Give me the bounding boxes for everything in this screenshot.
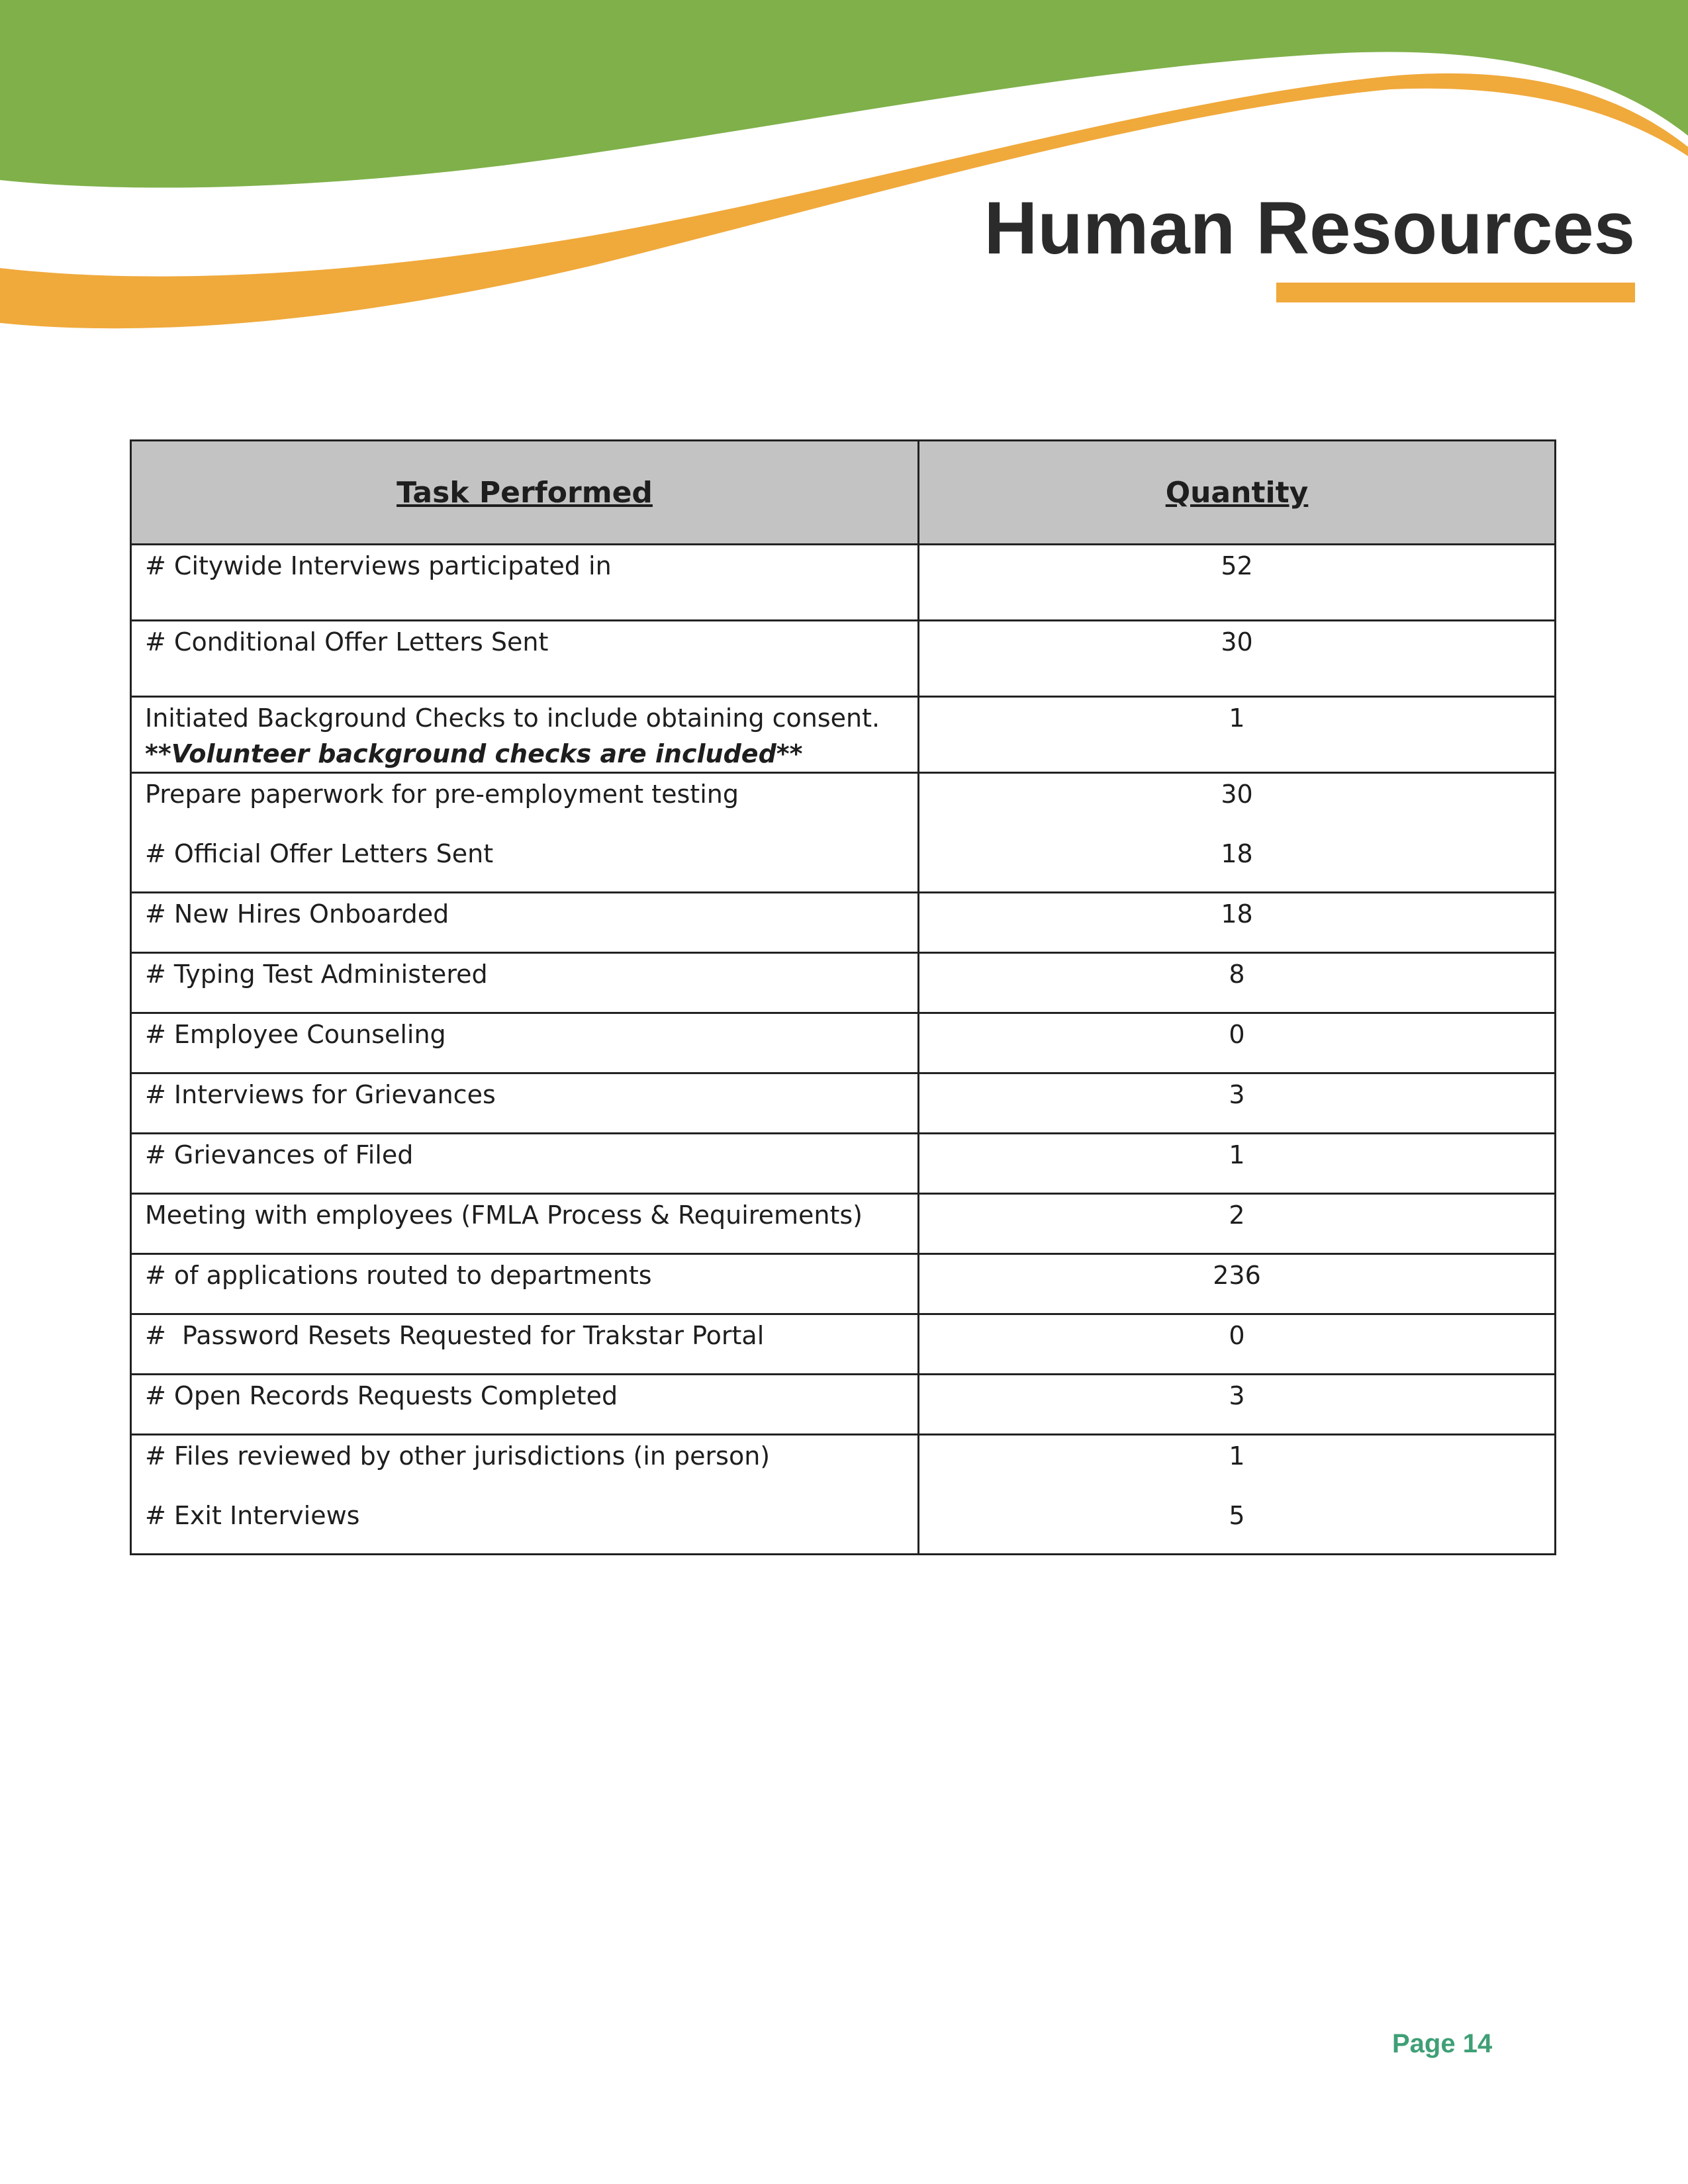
quantity-value-secondary: 18 bbox=[1221, 839, 1253, 868]
task-quantity-table bbox=[130, 439, 1556, 1555]
task-text: Initiated Background Checks to include obtaining consent. bbox=[145, 704, 880, 733]
header-swoosh-art bbox=[0, 0, 1688, 357]
quantity-cell: 8 bbox=[919, 953, 1556, 1013]
task-cell: # Password Resets Requested for Trakstar Portal bbox=[131, 1314, 919, 1375]
quantity-cell: 0 bbox=[919, 1314, 1556, 1375]
quantity-value: 1 bbox=[1229, 1441, 1245, 1471]
quantity-cell: 18 bbox=[919, 893, 1556, 953]
quantity-cell: 3 bbox=[919, 1375, 1556, 1435]
table-row bbox=[131, 1435, 1556, 1555]
table-row bbox=[131, 1314, 1556, 1375]
title-underline bbox=[1276, 283, 1635, 302]
task-cell: Meeting with employees (FMLA Process & Requirements) bbox=[131, 1194, 919, 1254]
table-row bbox=[131, 1073, 1556, 1134]
green-swoosh bbox=[0, 0, 1688, 188]
task-cell: # Citywide Interviews participated in bbox=[131, 545, 919, 621]
task-column-header: Task Performed bbox=[131, 441, 919, 545]
task-cell: # Conditional Offer Letters Sent bbox=[131, 621, 919, 697]
task-cell: # Interviews for Grievances bbox=[131, 1073, 919, 1134]
task-cell: # Open Records Requests Completed bbox=[131, 1375, 919, 1435]
table-row bbox=[131, 697, 1556, 773]
task-cell bbox=[131, 1435, 919, 1555]
quantity-cell bbox=[919, 773, 1556, 893]
table-row bbox=[131, 545, 1556, 621]
page-title: Human Resources bbox=[984, 187, 1635, 269]
table-row bbox=[131, 621, 1556, 697]
task-cell: # Grievances of Filed bbox=[131, 1134, 919, 1194]
task-text: Prepare paperwork for pre-employment testing bbox=[145, 780, 739, 809]
table-row bbox=[131, 953, 1556, 1013]
task-cell: # Typing Test Administered bbox=[131, 953, 919, 1013]
table-row bbox=[131, 1134, 1556, 1194]
task-text-secondary: # Exit Interviews bbox=[145, 1501, 360, 1530]
task-cell: # Employee Counseling bbox=[131, 1013, 919, 1073]
quantity-value: 30 bbox=[1221, 780, 1253, 809]
table-row bbox=[131, 893, 1556, 953]
quantity-cell: 0 bbox=[919, 1013, 1556, 1073]
page-number: Page 14 bbox=[1392, 2029, 1493, 2058]
table-row bbox=[131, 1013, 1556, 1073]
quantity-cell: 3 bbox=[919, 1073, 1556, 1134]
task-cell: # New Hires Onboarded bbox=[131, 893, 919, 953]
task-text-secondary: # Official Offer Letters Sent bbox=[145, 839, 494, 868]
quantity-cell: 1 bbox=[919, 1134, 1556, 1194]
table-header-row bbox=[131, 441, 1556, 545]
task-cell bbox=[131, 773, 919, 893]
table-row bbox=[131, 1194, 1556, 1254]
quantity-column-header: Quantity bbox=[919, 441, 1556, 545]
table-row bbox=[131, 1375, 1556, 1435]
quantity-value-secondary: 5 bbox=[1229, 1501, 1245, 1530]
task-cell bbox=[131, 697, 919, 773]
task-cell: # of applications routed to departments bbox=[131, 1254, 919, 1314]
quantity-cell: 30 bbox=[919, 621, 1556, 697]
quantity-cell bbox=[919, 1435, 1556, 1555]
quantity-cell: 52 bbox=[919, 545, 1556, 621]
quantity-cell: 2 bbox=[919, 1194, 1556, 1254]
quantity-cell: 236 bbox=[919, 1254, 1556, 1314]
task-table-container bbox=[130, 439, 1554, 1555]
quantity-cell: 1 bbox=[919, 697, 1556, 773]
table-row bbox=[131, 773, 1556, 893]
task-note: **Volunteer background checks are included** bbox=[145, 739, 803, 768]
table-row bbox=[131, 1254, 1556, 1314]
task-text: # Files reviewed by other jurisdictions (in person) bbox=[145, 1441, 771, 1471]
